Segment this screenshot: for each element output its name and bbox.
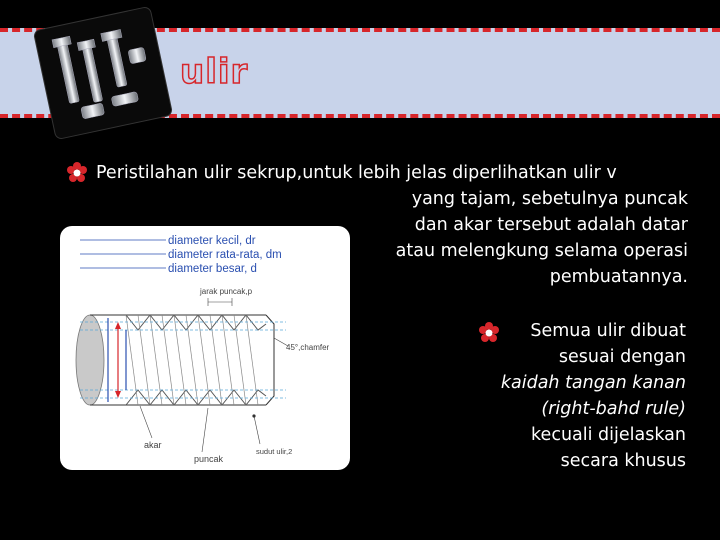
bullet-1-line: yang tajam, sebetulnya puncak [411,189,688,209]
bullet-2-text [470,318,686,474]
label-root: akar [144,440,162,450]
label-crest: puncak [194,454,224,464]
label-pitch: jarak puncak,p [200,287,253,296]
label-major-diameter: diameter besar, d [168,263,257,275]
label-pitch-diameter: diameter rata-rata, dm [168,249,282,261]
bullet-1-line: pembuatannya. [549,267,688,287]
bullet-1-line: atau melengkung selama operasi [395,241,688,261]
thread-diagram [60,226,350,470]
bullet-1-line: dan akar tersebut adalah datar [414,215,688,235]
slide-title: ulir [180,52,249,92]
label-minor-diameter: diameter kecil, dr [168,235,256,247]
bullet-2-line: (right-bahd rule) [541,399,686,419]
bullet-2-line: kecuali dijelaskan [531,425,686,445]
bullet-1-line: Peristilahan ulir sekrup,untuk lebih jelas diperlihatkan ulir v [96,163,617,183]
bullet-2-line: kaidah tangan kanan [500,373,686,393]
bullet-2-line: sesuai dengan [558,347,686,367]
bullet-2-line: secara khusus [560,451,686,471]
label-thread-angle: sudut ulir,2 [256,447,293,456]
bullet-2-line: Semua ulir dibuat [530,321,686,341]
flower-bullet-icon [66,162,88,184]
bolts-photo [34,7,172,139]
label-chamfer: 45°,chamfer [286,343,330,352]
